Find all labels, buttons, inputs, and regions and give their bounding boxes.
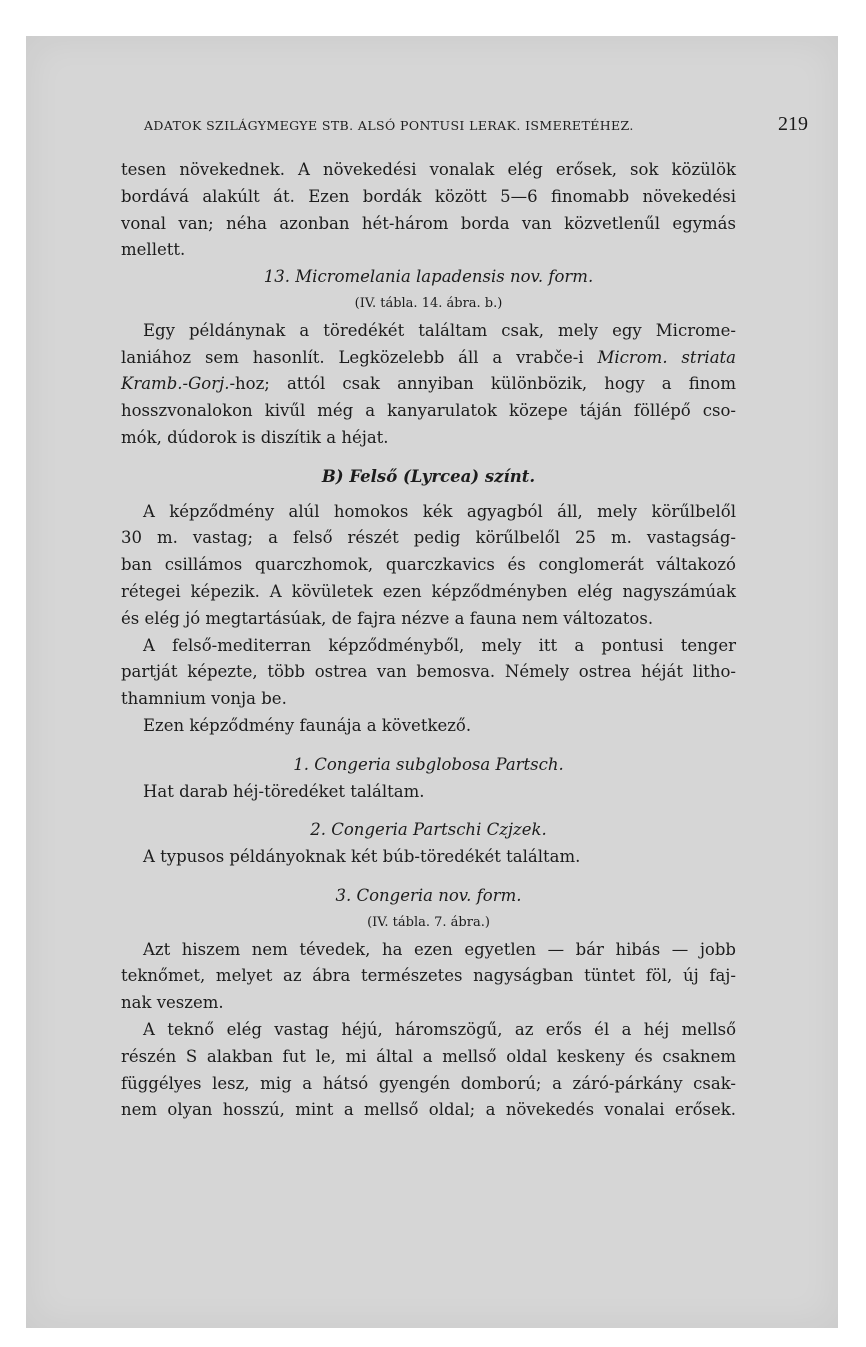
text-line: nem olyan hosszú, mint a mellső oldal; a növekedés vonalai erősek. bbox=[121, 1100, 736, 1120]
text-line: hosszvonalokon kivűl még a kanyarulatok közepe táján föllépő cso- bbox=[121, 401, 736, 421]
text-line: bordává alakúlt át. Ezen bordák között 5—6 finomabb növekedési bbox=[121, 186, 736, 206]
text-line: Egy példánynak a töredékét találtam csak, mely egy Microme- bbox=[143, 320, 736, 340]
body-text bbox=[121, 157, 736, 1124]
species-heading-1: 1. Congeria subglobosa Partsch. bbox=[293, 754, 564, 774]
species-heading-13: 13. Micromelania lapadensis nov. form. bbox=[263, 267, 594, 287]
text-line: vonal van; néha azonban hét-három borda van közvetlenűl egymás bbox=[121, 213, 736, 233]
text-line: A képződmény alúl homokos kék agyagból áll, mely körűlbelől bbox=[143, 501, 736, 521]
plate-reference: (IV. tábla. 14. ábra. b.) bbox=[354, 295, 503, 311]
text-line: A typusos példányoknak két búb-töredékét találtam. bbox=[143, 847, 581, 867]
taxon-author: Kramb.-Gorj. bbox=[121, 374, 230, 394]
text-line bbox=[121, 345, 736, 372]
text-segment: -hoz; attól csak annyiban különbözik, hogy a finom bbox=[229, 374, 736, 394]
page-number: 219 bbox=[778, 113, 808, 135]
text-line: Azt hiszem nem tévedek, ha ezen egyetlen — bár hibás — jobb bbox=[143, 939, 736, 959]
text-line: 30 m. vastag; a felső részét pedig körűlbelől 25 m. vastagság- bbox=[121, 528, 736, 548]
species-heading-3: 3. Congeria nov. form. bbox=[335, 885, 522, 905]
text-line: függélyes lesz, mig a hátsó gyengén domború; a záró-párkány csak- bbox=[121, 1073, 736, 1093]
text-line bbox=[121, 371, 736, 398]
plate-reference: (IV. tábla. 7. ábra.) bbox=[367, 914, 490, 930]
text-line: és elég jó megtartásúak, de fajra nézve a fauna nem változatos. bbox=[121, 608, 654, 628]
text-line: Hat darab héj-töredéket találtam. bbox=[143, 781, 425, 801]
text-line: A teknő elég vastag héjú, háromszögű, az erős él a héj mellső bbox=[143, 1019, 736, 1039]
text-line: ban csillámos quarczhomok, quarczkavics és conglomerát váltakozó bbox=[121, 555, 736, 575]
species-heading-2: 2. Congeria Partschi Czjzek. bbox=[310, 820, 547, 840]
text-line: részén S alakban fut le, mi által a mellső oldal keskeny és csaknem bbox=[121, 1046, 736, 1066]
text-line: nak veszem. bbox=[121, 993, 224, 1013]
section-heading-b: B) Felső (Lyrcea) színt. bbox=[321, 466, 536, 486]
text-segment: laniához sem hasonlít. Legközelebb áll a vrabče-i bbox=[121, 347, 584, 367]
text-line: mók, dúdorok is diszítik a héjat. bbox=[121, 427, 389, 447]
text-line: tesen növekednek. A növekedési vonalak elég erősek, sok közülök bbox=[121, 160, 736, 179]
text-line: teknőmet, melyet az ábra természetes nagyságban tüntet föl, új faj- bbox=[121, 966, 736, 986]
taxon-name: Microm. striata bbox=[597, 347, 737, 367]
text-line: A felső-mediterran képződményből, mely itt a pontusi tenger bbox=[143, 635, 736, 655]
text-line: mellett. bbox=[121, 240, 186, 260]
text-line: thamnium vonja be. bbox=[121, 689, 287, 709]
text-line: rétegei képezik. A kövületek ezen képződményben elég nagyszámúak bbox=[121, 581, 736, 601]
text-line: partját képezte, több ostrea van bemosva. Némely ostrea héját litho- bbox=[121, 662, 736, 682]
running-head: ADATOK SZILÁGYMEGYE STB. ALSÓ PONTUSI LERAK. ISMERETÉHEZ. bbox=[144, 118, 634, 133]
text-line: Ezen képződmény faunája a következő. bbox=[143, 715, 472, 735]
